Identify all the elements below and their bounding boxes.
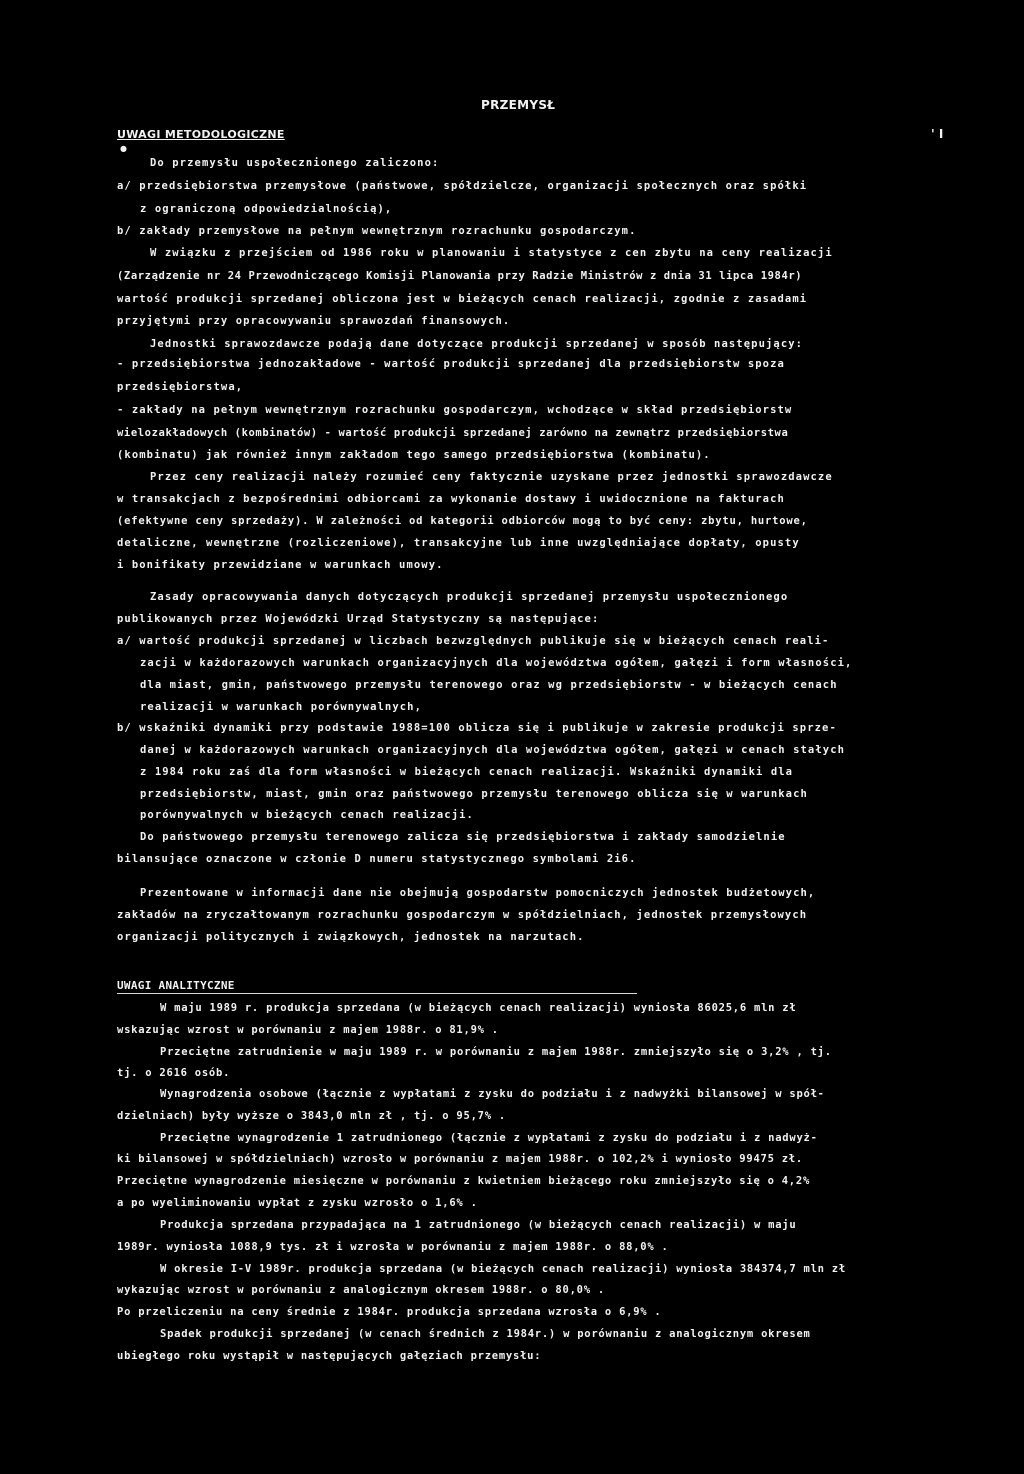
methodology-line: (kombinatu) jak również innym zakładom tego samego przedsiębiorstwa (kombinatu). <box>117 449 711 461</box>
methodology-line: w transakcjach z bezpośrednimi odbiorcami za wykonanie dostawy i uwidocznione na fakturach <box>117 493 785 505</box>
methodology-line: wartość produkcji sprzedanej obliczona jest w bieżących cenach realizacji, zgodnie z zasadami <box>117 293 808 305</box>
analysis-heading: UWAGI ANALITYCZNE <box>117 979 235 992</box>
analysis-line: dzielniach) były wyższe o 3843,0 mln zł , tj. o 95,7% . <box>117 1110 506 1122</box>
analysis-line: Przeciętne zatrudnienie w maju 1989 r. w porównaniu z majem 1988r. zmniejszyło się o 3,2% , tj. <box>160 1046 832 1058</box>
methodology-line: Do przemysłu uspołecznionego zaliczono: <box>150 157 440 169</box>
methodology-line: realizacji w warunkach porównywalnych, <box>140 701 423 713</box>
methodology-heading: UWAGI METODOLOGICZNE <box>117 128 285 141</box>
analysis-line: ubiegłego roku wystąpił w następujących gałęziach przemysłu: <box>117 1350 542 1362</box>
analysis-line: Przeciętne wynagrodzenie miesięczne w porównaniu z kwietniem bieżącego roku zmniejszyło się o 4,2% <box>117 1175 811 1187</box>
analysis-line: W maju 1989 r. produkcja sprzedana (w bieżących cenach realizacji) wyniosła 86025,6 mln zł <box>160 1002 797 1014</box>
methodology-line: organizacji politycznych i związkowych, jednostek na narzutach. <box>117 931 585 943</box>
heading-underline <box>117 993 637 994</box>
analysis-line: 1989r. wyniosła 1088,9 tys. zł i wzrosła w porównaniu z majem 1988r. o 88,0% . <box>117 1241 669 1253</box>
methodology-line: - zakłady na pełnym wewnętrznym rozrachunku gospodarczym, wchodzące w skład przedsiębiorstw <box>117 404 793 416</box>
methodology-line: Zasady opracowywania danych dotyczących produkcji sprzedanej przemysłu uspołecznionego <box>150 591 789 603</box>
methodology-line: bilansujące oznaczone w członie D numeru statystycznego symbolami 2i6. <box>117 853 637 865</box>
methodology-line: a/ przedsiębiorstwa przemysłowe (państwowe, spółdzielcze, organizacji społecznych oraz spółki <box>117 180 808 192</box>
methodology-line: Do państwowego przemysłu terenowego zalicza się przedsiębiorstwa i zakłady samodzielnie <box>140 831 786 843</box>
analysis-line: Przeciętne wynagrodzenie 1 zatrudnionego (łącznie z wypłatami z zysku do podziału i z nadwyż- <box>160 1132 818 1144</box>
methodology-line: Prezentowane w informacji dane nie obejmują gospodarstw pomocniczych jednostek budżetowych, <box>140 887 816 899</box>
methodology-line: Przez ceny realizacji należy rozumieć ceny faktycznie uzyskane przez jednostki sprawozdawcze <box>150 471 833 483</box>
methodology-line: W związku z przejściem od 1986 roku w planowaniu i statystyce z cen zbytu na ceny realizacji <box>150 247 833 259</box>
methodology-line: zacji w każdorazowych warunkach organizacyjnych dla województwa ogółem, gałęzi i form własności, <box>140 657 853 669</box>
analysis-line: wskazując wzrost w porównaniu z majem 1988r. o 81,9% . <box>117 1024 499 1036</box>
methodology-line: publikowanych przez Wojewódzki Urząd Statystyczny są następujące: <box>117 613 600 625</box>
corner-marks: ' I <box>931 127 944 141</box>
methodology-line: i bonifikaty przewidziane w warunkach umowy. <box>117 559 444 571</box>
bullet-dot: ● <box>120 144 127 153</box>
methodology-line: zakładów na zryczałtowanym rozrachunku gospodarczym w spółdzielniach, jednostek przemysłowych <box>117 909 808 921</box>
methodology-line: wielozakładowych (kombinatów) - wartość produkcji sprzedanej zarówno na zewnątrz przedsiębiorstwa <box>117 427 789 439</box>
methodology-line: z 1984 roku zaś dla form własności w bieżących cenach realizacji. Wskaźniki dynamiki dla <box>140 766 794 778</box>
page-title: PRZEMYSŁ <box>481 98 556 112</box>
methodology-line: (efektywne ceny sprzedaży). W zależności od kategorii odbiorców mogą to być ceny: zbytu, hurtowe, <box>117 515 808 527</box>
analysis-line: W okresie I-V 1989r. produkcja sprzedana (w bieżących cenach realizacji) wyniosła 384374,7 mln zł <box>160 1263 846 1275</box>
methodology-line: (Zarządzenie nr 24 Przewodniczącego Komisji Planowania przy Radzie Ministrów z dnia 31 lipca 1984r) <box>117 270 803 282</box>
methodology-line: b/ zakłady przemysłowe na pełnym wewnętrznym rozrachunku gospodarczym. <box>117 225 637 237</box>
methodology-line: z ograniczoną odpowiedzialnością), <box>140 203 393 215</box>
analysis-line: ki bilansowej w spółdzielniach) wzrosło w porównaniu z majem 1988r. o 102,2% i wyniosło 99475 zł. <box>117 1153 803 1165</box>
methodology-line: przedsiębiorstw, miast, gmin oraz państwowego przemysłu terenowego oblicza się w warunkach <box>140 788 808 800</box>
analysis-line: Spadek produkcji sprzedanej (w cenach średnich z 1984r.) w porównaniu z analogicznym okresem <box>160 1328 811 1340</box>
analysis-line: Po przeliczeniu na ceny średnie z 1984r. produkcja sprzedana wzrosła o 6,9% . <box>117 1306 662 1318</box>
analysis-line: a po wyeliminowaniu wypłat z zysku wzrosło o 1,6% . <box>117 1197 478 1209</box>
methodology-line: danej w każdorazowych warunkach organizacyjnych dla województwa ogółem, gałęzi w cenach stałych <box>140 744 846 756</box>
methodology-line: a/ wartość produkcji sprzedanej w liczbach bezwzględnych publikuje się w bieżących cenach reali- <box>117 635 830 647</box>
methodology-line: - przedsiębiorstwa jednozakładowe - wartość produkcji sprzedanej dla przedsiębiorstw spoza <box>117 358 785 370</box>
methodology-line: Jednostki sprawozdawcze podają dane dotyczące produkcji sprzedanej w sposób następujący: <box>150 338 804 350</box>
methodology-line: detaliczne, wewnętrzne (rozliczeniowe), transakcyjne lub inne uwzględniające dopłaty, opusty <box>117 537 800 549</box>
methodology-line: porównywalnych w bieżących cenach realizacji. <box>140 809 474 821</box>
analysis-line: Produkcja sprzedana przypadająca na 1 zatrudnionego (w bieżących cenach realizacji) w maju <box>160 1219 797 1231</box>
analysis-line: Wynagrodzenia osobowe (łącznie z wypłatami z zysku do podziału i z nadwyżki bilansowej w spół- <box>160 1088 825 1100</box>
analysis-line: wykazując wzrost w porównaniu z analogicznym okresem 1988r. o 80,0% . <box>117 1284 605 1296</box>
methodology-line: dla miast, gmin, państwowego przemysłu terenowego oraz wg przedsiębiorstw - w bieżących cenach <box>140 679 838 691</box>
analysis-line: tj. o 2616 osób. <box>117 1067 231 1079</box>
methodology-line: przedsiębiorstwa, <box>117 381 244 393</box>
methodology-line: b/ wskaźniki dynamiki przy podstawie 1988=100 oblicza się i publikuje w zakresie produkcji sprze- <box>117 722 837 734</box>
methodology-line: przyjętymi przy opracowywaniu sprawozdań finansowych. <box>117 315 511 327</box>
